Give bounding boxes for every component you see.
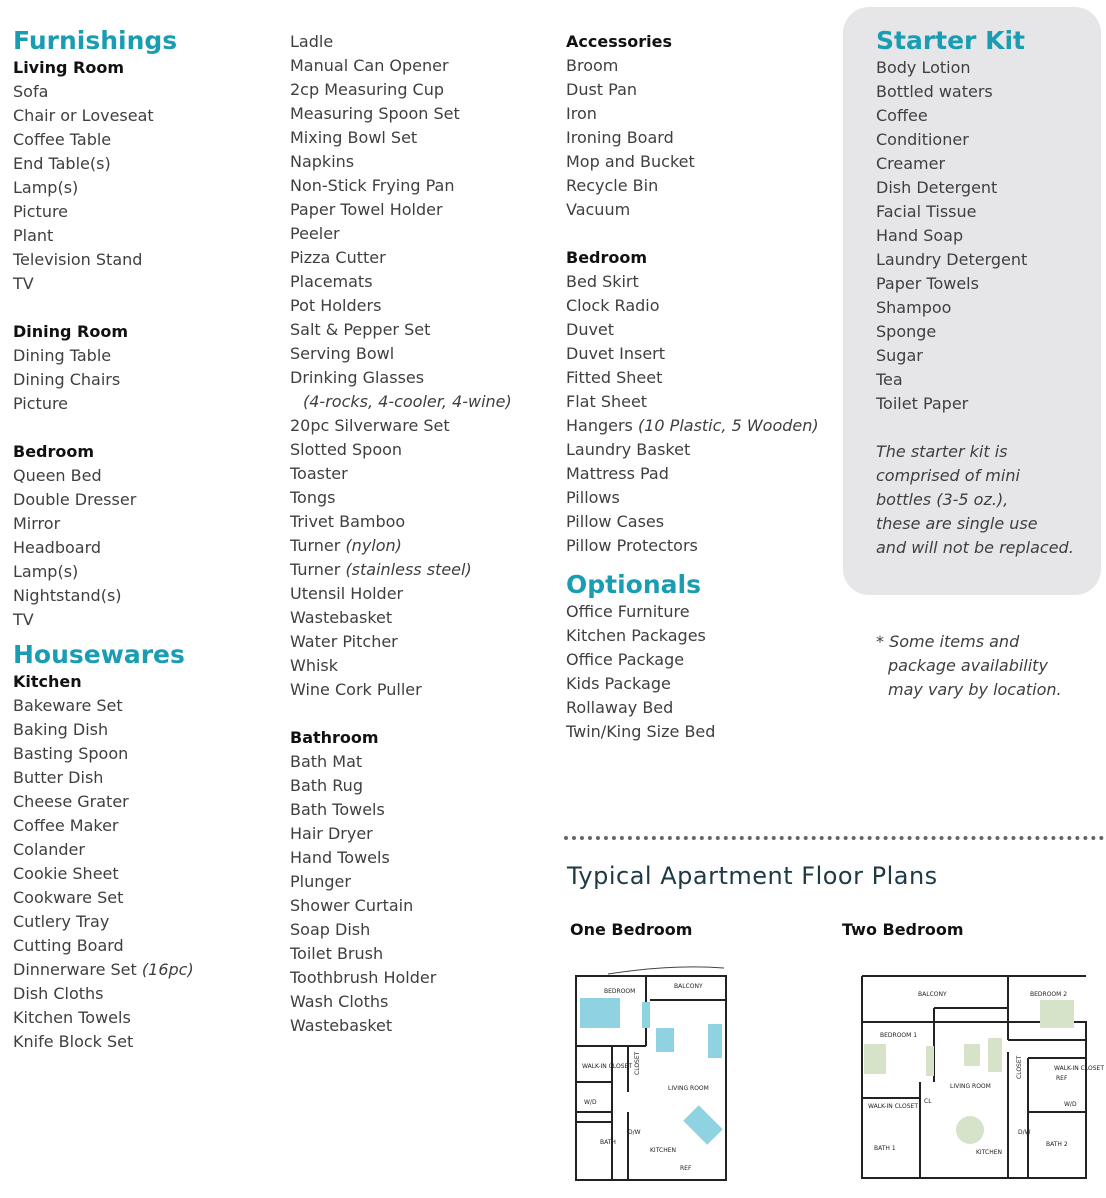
list-item: Bath Rug — [290, 776, 363, 795]
room-label: KITCHEN — [650, 1147, 676, 1154]
list-item: Flat Sheet — [566, 392, 648, 411]
dotted-divider — [564, 836, 1104, 840]
list-item: Television Stand — [13, 250, 143, 269]
list-item: Peeler — [290, 224, 340, 243]
list-item: Coffee — [876, 106, 928, 125]
list-item: bottles (3-5 oz.), — [876, 490, 1009, 509]
list-item: Picture — [13, 394, 69, 413]
list-item: Facial Tissue — [876, 202, 977, 221]
furnishings-title: Furnishings — [13, 26, 178, 55]
list-item: Toaster — [290, 464, 348, 483]
optionals-title: Optionals — [566, 570, 701, 599]
list-item: Lamp(s) — [13, 178, 79, 197]
list-item: Manual Can Opener — [290, 56, 449, 75]
list-item: Toilet Paper — [876, 394, 969, 413]
list-item: Ironing Board — [566, 128, 674, 147]
bathroom-heading: Bathroom — [290, 728, 379, 747]
list-item: Nightstand(s) — [13, 586, 122, 605]
bedroom-linens-list — [566, 438, 836, 558]
list-item: Knife Block Set — [13, 1032, 134, 1051]
list-item: Napkins — [290, 152, 355, 171]
list-item: Colander — [13, 840, 85, 859]
list-item: Hand Soap — [876, 226, 964, 245]
list-item: Creamer — [876, 154, 946, 173]
list-item: Cutting Board — [13, 936, 124, 955]
room-label: BATH — [600, 1139, 616, 1146]
list-item: Queen Bed — [13, 466, 102, 485]
optionals-list — [566, 600, 836, 744]
list-item: Salt & Pepper Set — [290, 320, 431, 339]
list-item: Pillow Cases — [566, 512, 665, 531]
room-label: D/W — [628, 1129, 641, 1136]
room-label: BEDROOM — [604, 988, 636, 995]
list-item: Hangers (10 Plastic, 5 Wooden) — [566, 416, 819, 435]
list-item: Plant — [13, 226, 54, 245]
list-item: Fitted Sheet — [566, 368, 663, 387]
list-item: Wash Cloths — [290, 992, 389, 1011]
list-item: Ladle — [290, 32, 334, 51]
list-item: Shampoo — [876, 298, 952, 317]
room-label: W/D — [1064, 1101, 1077, 1108]
list-item: Utensil Holder — [290, 584, 404, 603]
list-item: Body Lotion — [876, 58, 971, 77]
bedroom-heading: Bedroom — [13, 442, 95, 461]
list-item: Laundry Basket — [566, 440, 691, 459]
list-item: Hair Dryer — [290, 824, 373, 843]
list-item: Kitchen Packages — [566, 626, 706, 645]
room-label: REF — [680, 1165, 692, 1172]
list-item: Mattress Pad — [566, 464, 669, 483]
list-item: Dining Chairs — [13, 370, 121, 389]
list-item: Office Furniture — [566, 602, 690, 621]
kitchen-list — [13, 694, 273, 958]
list-item: Duvet Insert — [566, 344, 666, 363]
list-item: Chair or Loveseat — [13, 106, 154, 125]
list-item: Wine Cork Puller — [290, 680, 422, 699]
list-item: comprised of mini — [876, 466, 1020, 485]
kitchen-list — [13, 982, 273, 1054]
list-item: Dining Table — [13, 346, 112, 365]
list-item: Basting Spoon — [13, 744, 129, 763]
list-item: Wastebasket — [290, 1016, 393, 1035]
room-label: BEDROOM 2 — [1030, 991, 1068, 998]
room-label: BALCONY — [674, 983, 703, 990]
room-label: CL — [924, 1098, 932, 1105]
kitchen-list — [290, 582, 550, 702]
kitchen-list — [290, 414, 550, 534]
list-item: Measuring Spoon Set — [290, 104, 460, 123]
list-item: Mop and Bucket — [566, 152, 695, 171]
list-item: Mirror — [13, 514, 61, 533]
room-label: BATH 2 — [1046, 1141, 1068, 1148]
list-item: Turner (stainless steel) — [290, 560, 472, 579]
list-item: these are single use — [876, 514, 1038, 533]
list-item: Sofa — [13, 82, 49, 101]
room-label: BALCONY — [918, 991, 947, 998]
room-label: WALK-IN CLOSET — [582, 1063, 632, 1070]
list-item: Non-Stick Frying Pan — [290, 176, 455, 195]
starter-kit-note — [876, 440, 1096, 560]
list-item: Sponge — [876, 322, 937, 341]
two-bedroom-floor-plan — [858, 962, 1104, 1184]
accessories-list — [566, 54, 836, 222]
list-item: Conditioner — [876, 130, 969, 149]
list-item: Recycle Bin — [566, 176, 659, 195]
list-item: Slotted Spoon — [290, 440, 403, 459]
list-item: and will not be replaced. — [876, 538, 1074, 557]
column-kitchen-bathroom — [290, 30, 550, 1038]
list-item: Lamp(s) — [13, 562, 79, 581]
room-label: WALK-IN CLOSET — [868, 1103, 918, 1110]
list-item: Shower Curtain — [290, 896, 414, 915]
list-item: Dish Cloths — [13, 984, 104, 1003]
room-label: CLOSET — [1016, 1055, 1023, 1079]
list-item: Bath Towels — [290, 800, 385, 819]
list-item: Coffee Table — [13, 130, 112, 149]
living-room-list — [13, 80, 273, 296]
list-item: Butter Dish — [13, 768, 104, 787]
list-item: Tea — [876, 370, 903, 389]
floor-plans-title: Typical Apartment Floor Plans — [567, 862, 938, 890]
list-item: Cutlery Tray — [13, 912, 110, 931]
room-label: BATH 1 — [874, 1145, 896, 1152]
list-item: Pillow Protectors — [566, 536, 698, 555]
list-item: Placemats — [290, 272, 373, 291]
list-item: Hand Towels — [290, 848, 390, 867]
list-item: Turner (nylon) — [290, 536, 402, 555]
list-item: Kitchen Towels — [13, 1008, 131, 1027]
list-item: Rollaway Bed — [566, 698, 674, 717]
room-label: W/D — [584, 1099, 597, 1106]
bedroom-linens-heading: Bedroom — [566, 248, 648, 267]
bedroom-linens-list — [566, 270, 836, 414]
list-item: Plunger — [290, 872, 351, 891]
list-item: Pillows — [566, 488, 620, 507]
availability-footnote: * Some items and package availability may vary by location. — [876, 632, 1062, 699]
list-item: Office Package — [566, 650, 685, 669]
starter-kit-list — [876, 56, 1096, 416]
one-bedroom-label: One Bedroom — [570, 920, 693, 939]
glasses-note: (4-rocks, 4-cooler, 4-wine) — [303, 392, 512, 411]
list-item: Baking Dish — [13, 720, 109, 739]
column-furnishings — [13, 26, 273, 1054]
list-item: Broom — [566, 56, 619, 75]
list-item: Cookie Sheet — [13, 864, 119, 883]
list-item: Headboard — [13, 538, 102, 557]
list-item: Wastebasket — [290, 608, 393, 627]
list-item: Double Dresser — [13, 490, 137, 509]
room-label: KITCHEN — [976, 1149, 1002, 1156]
list-item: Dinnerware Set (16pc) — [13, 960, 194, 979]
list-item: Coffee Maker — [13, 816, 119, 835]
column-accessories — [566, 30, 836, 744]
list-item: Water Pitcher — [290, 632, 398, 651]
list-item: Bath Mat — [290, 752, 363, 771]
list-item: Twin/King Size Bed — [566, 722, 716, 741]
room-label: REF — [1056, 1075, 1068, 1082]
bathroom-list — [290, 750, 550, 1038]
bedroom-list — [13, 464, 273, 632]
list-item: Paper Towel Holder — [290, 200, 443, 219]
starter-kit-title: Starter Kit — [876, 26, 1025, 55]
list-item: Serving Bowl — [290, 344, 395, 363]
room-label: LIVING ROOM — [668, 1085, 709, 1092]
list-item: Bed Skirt — [566, 272, 639, 291]
kitchen-heading: Kitchen — [13, 672, 82, 691]
list-item: TV — [13, 610, 34, 629]
list-item: 2cp Measuring Cup — [290, 80, 445, 99]
list-item: Picture — [13, 202, 69, 221]
list-item: Drinking Glasses — [290, 368, 425, 387]
room-label: BEDROOM 1 — [880, 1032, 918, 1039]
list-item: Tongs — [290, 488, 336, 507]
list-item: The starter kit is — [876, 442, 1008, 461]
list-item: Pot Holders — [290, 296, 382, 315]
list-item: Sugar — [876, 346, 923, 365]
list-item: Clock Radio — [566, 296, 660, 315]
list-item: Duvet — [566, 320, 615, 339]
list-item: 20pc Silverware Set — [290, 416, 450, 435]
housewares-title: Housewares — [13, 640, 185, 669]
list-item: Toothbrush Holder — [290, 968, 437, 987]
list-item: Dust Pan — [566, 80, 638, 99]
list-item: Pizza Cutter — [290, 248, 386, 267]
list-item: Trivet Bamboo — [290, 512, 406, 531]
list-item: End Table(s) — [13, 154, 111, 173]
one-bedroom-floor-plan — [572, 962, 732, 1190]
dining-room-list — [13, 344, 273, 416]
list-item: Bottled waters — [876, 82, 993, 101]
room-label: D/W — [1018, 1129, 1031, 1136]
list-item: Mixing Bowl Set — [290, 128, 418, 147]
list-item: Laundry Detergent — [876, 250, 1028, 269]
list-item: Whisk — [290, 656, 339, 675]
accessories-heading: Accessories — [566, 32, 672, 51]
room-label: CLOSET — [634, 1051, 641, 1075]
kitchen-list — [290, 30, 550, 390]
list-item: Vacuum — [566, 200, 631, 219]
list-item: TV — [13, 274, 34, 293]
room-label: LIVING ROOM — [950, 1083, 991, 1090]
living-room-heading: Living Room — [13, 58, 124, 77]
room-label: WALK-IN CLOSET — [1054, 1065, 1104, 1072]
list-item: Kids Package — [566, 674, 671, 693]
dining-room-heading: Dining Room — [13, 322, 129, 341]
list-item: Bakeware Set — [13, 696, 123, 715]
list-item: Dish Detergent — [876, 178, 998, 197]
column-starter-kit — [876, 26, 1096, 560]
list-item: Toilet Brush — [290, 944, 384, 963]
list-item: Cheese Grater — [13, 792, 129, 811]
list-item: Soap Dish — [290, 920, 371, 939]
list-item: Paper Towels — [876, 274, 979, 293]
list-item: Cookware Set — [13, 888, 124, 907]
two-bedroom-label: Two Bedroom — [842, 920, 964, 939]
list-item: Iron — [566, 104, 597, 123]
